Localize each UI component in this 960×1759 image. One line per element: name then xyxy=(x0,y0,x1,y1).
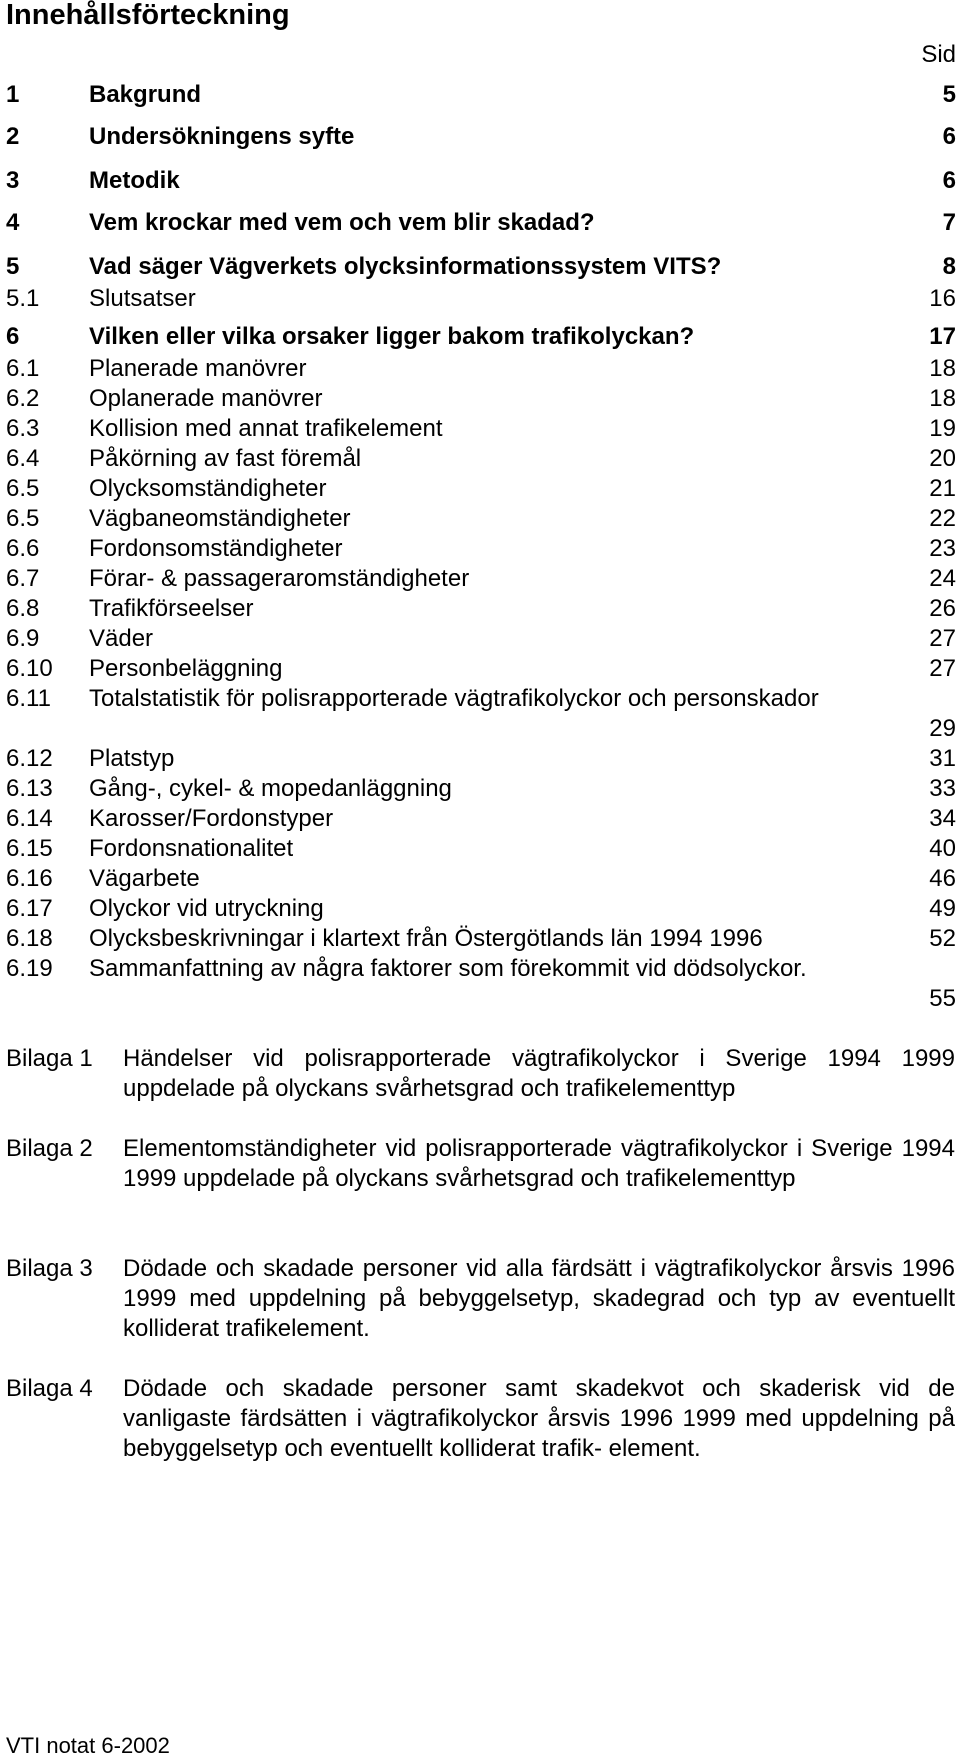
appendix-description: Elementomständigheter vid polisrapporterade vägtrafikolyckor i Sverige 1994 1999 uppdelade på olyckans svårhetsgrad och trafikelementtyp xyxy=(123,1135,955,1192)
toc-entry-page: 23 xyxy=(929,535,956,562)
toc-entry-title: Kollision med annat trafikelement xyxy=(89,415,443,442)
toc-entry-number: 6.5 xyxy=(6,505,40,532)
toc-entry-title: Oplanerade manövrer xyxy=(89,385,323,412)
toc-entry-page: 18 xyxy=(929,385,956,412)
toc-entry[interactable] xyxy=(0,322,960,352)
toc-entry-number: 3 xyxy=(6,167,20,194)
toc-entry-page: 19 xyxy=(929,415,956,442)
toc-entry-number: 6 xyxy=(6,323,20,350)
toc-entry-title: Olycksomständigheter xyxy=(89,475,327,502)
toc-entry-title: Vägbaneomständigheter xyxy=(89,505,351,532)
toc-entry-number: 6.2 xyxy=(6,385,40,412)
toc-entry-number: 6.15 xyxy=(6,835,53,862)
toc-entry[interactable] xyxy=(0,864,960,894)
toc-entry-title: Väder xyxy=(89,625,154,652)
toc-entry[interactable] xyxy=(0,122,960,152)
toc-entry-number: 6.16 xyxy=(6,865,53,892)
toc-entry-page: 26 xyxy=(929,595,956,622)
toc-entry-number: 6.11 xyxy=(6,685,51,712)
toc-entry-page: 5 xyxy=(942,81,956,108)
toc-entry[interactable] xyxy=(0,80,960,110)
toc-entry[interactable] xyxy=(0,444,960,474)
toc-entry-page: 20 xyxy=(929,445,956,472)
toc-entry[interactable] xyxy=(0,594,960,624)
toc-entry-title: Fordonsomständigheter xyxy=(89,535,343,562)
toc-entry-page: 31 xyxy=(929,745,956,772)
toc-entry[interactable] xyxy=(0,654,960,684)
toc-entry-page: 27 xyxy=(929,655,956,682)
toc-entry-title: Personbeläggning xyxy=(89,655,283,682)
toc-entry-title: Planerade manövrer xyxy=(89,355,307,382)
footer-report-id: VTI notat 6-2002 xyxy=(6,1733,170,1758)
appendix-description: Dödade och skadade personer vid alla färdsätt i vägtrafikolyckor årsvis 1996 1999 med uppdelning på bebyggelsetyp, skadegrad och typ av eventuellt kolliderat trafikelement. xyxy=(123,1255,955,1342)
appendix-description: Händelser vid polisrapporterade vägtrafikolyckor i Sverige 1994 1999 uppdelade på olyckans svårhetsgrad och trafikelementtyp xyxy=(123,1045,955,1102)
appendix-description: Dödade och skadade personer samt skadekvot och skaderisk vid de vanligaste färdsätten i vägtrafikolyckor årsvis 1996 1999 med uppdelning på bebyggelsetyp och eventuellt kolliderat trafik- element. xyxy=(123,1375,955,1462)
toc-entry-number: 6.13 xyxy=(6,775,53,802)
toc-entry[interactable] xyxy=(0,894,960,924)
toc-entry-number: 6.4 xyxy=(6,445,40,472)
toc-entry[interactable] xyxy=(0,474,960,504)
toc-entry-title: Vilken eller vilka orsaker ligger bakom trafikolyckan? xyxy=(89,323,695,350)
toc-entry-number: 6.12 xyxy=(6,745,53,772)
toc-entry-page: 27 xyxy=(929,625,956,652)
toc-entry[interactable] xyxy=(0,624,960,654)
toc-entry[interactable] xyxy=(0,384,960,414)
toc-entry[interactable] xyxy=(0,252,960,282)
toc-entry-title: Vägarbete xyxy=(89,865,200,892)
toc-entry[interactable] xyxy=(0,744,960,774)
toc-entry[interactable] xyxy=(0,834,960,864)
toc-entry-number: 6.19 xyxy=(6,955,53,982)
toc-entry-number: 2 xyxy=(6,123,20,150)
toc-entry[interactable] xyxy=(0,924,960,954)
toc-entry-number: 1 xyxy=(6,81,20,108)
toc-entry-number: 4 xyxy=(6,209,20,236)
toc-entry-number: 6.5 xyxy=(6,475,40,502)
toc-entry-title: Platstyp xyxy=(89,745,175,772)
toc-entry[interactable] xyxy=(0,774,960,804)
toc-entry-title: Karosser/Fordonstyper xyxy=(89,805,334,832)
toc-entry-number: 6.6 xyxy=(6,535,40,562)
toc-entry-number: 6.3 xyxy=(6,415,40,442)
toc-entry-page: 6 xyxy=(942,123,956,150)
toc-entry-page: 55 xyxy=(929,985,956,1012)
toc-entry-title: Påkörning av fast föremål xyxy=(89,445,362,472)
toc-entry[interactable] xyxy=(0,354,960,384)
toc-entry-page: 24 xyxy=(929,565,956,592)
toc-entry-page: 7 xyxy=(942,209,956,236)
toc-entry-title: Vem krockar med vem och vem blir skadad? xyxy=(89,209,595,236)
toc-entry-page: 8 xyxy=(942,253,956,280)
page-column-header: Sid xyxy=(921,41,956,68)
appendix-label: Bilaga 4 xyxy=(6,1375,93,1402)
toc-entry[interactable] xyxy=(0,564,960,594)
toc-entry-title: Totalstatistik för polisrapporterade vägtrafikolyckor och personskador xyxy=(89,685,819,712)
toc-entry-page: 33 xyxy=(929,775,956,802)
toc-entry-number: 5.1 xyxy=(6,285,40,312)
appendix-label: Bilaga 1 xyxy=(6,1045,93,1072)
toc-entry-page: 22 xyxy=(929,505,956,532)
toc-entry[interactable] xyxy=(0,534,960,564)
toc-entry-title: Trafikförseelser xyxy=(89,595,254,622)
toc-entry-number: 6.8 xyxy=(6,595,40,622)
toc-entry-number: 6.1 xyxy=(6,355,40,382)
toc-entry-page: 6 xyxy=(942,167,956,194)
toc-entry-number: 6.17 xyxy=(6,895,53,922)
toc-entry[interactable] xyxy=(0,208,960,238)
toc-entry[interactable] xyxy=(0,414,960,444)
toc-entry-page: 52 xyxy=(929,925,956,952)
toc-entry-title: Fordonsnationalitet xyxy=(89,835,294,862)
toc-entry[interactable] xyxy=(0,284,960,314)
toc-entry-title: Slutsatser xyxy=(89,285,196,312)
toc-entry-title: Bakgrund xyxy=(89,81,202,108)
toc-entry-page: 21 xyxy=(929,475,956,502)
toc-entry[interactable] xyxy=(0,684,960,742)
toc-entry-page: 49 xyxy=(929,895,956,922)
toc-entry-number: 6.7 xyxy=(6,565,40,592)
toc-entry-number: 6.18 xyxy=(6,925,53,952)
toc-entry-page: 29 xyxy=(929,715,956,742)
toc-entry[interactable] xyxy=(0,166,960,196)
toc-entry-title: Metodik xyxy=(89,167,180,194)
toc-entry[interactable] xyxy=(0,954,960,1012)
toc-entry-number: 5 xyxy=(6,253,20,280)
toc-entry-title: Förar- & passageraromständigheter xyxy=(89,565,470,592)
toc-entry-title: Undersökningens syfte xyxy=(89,123,355,150)
toc-entry[interactable] xyxy=(0,804,960,834)
toc-entry-title: Sammanfattning av några faktorer som förekommit vid dödsolyckor. xyxy=(89,955,807,982)
toc-entry-page: 46 xyxy=(929,865,956,892)
toc-entry-title: Olyckor vid utryckning xyxy=(89,895,324,922)
toc-entry-page: 16 xyxy=(929,285,956,312)
toc-entry-number: 6.14 xyxy=(6,805,53,832)
toc-entry-page: 18 xyxy=(929,355,956,382)
appendix-label: Bilaga 2 xyxy=(6,1135,93,1162)
toc-entry-page: 34 xyxy=(929,805,956,832)
toc-entry-title: Olycksbeskrivningar i klartext från Östergötlands län 1994 1996 xyxy=(89,925,763,952)
toc-entry-number: 6.9 xyxy=(6,625,40,652)
toc-entry-title: Vad säger Vägverkets olycksinformationssystem VITS? xyxy=(89,253,722,280)
toc-entry-page: 17 xyxy=(929,323,956,350)
page-title: Innehållsförteckning xyxy=(6,0,290,31)
toc-entry-number: 6.10 xyxy=(6,655,53,682)
toc-entry-title: Gång-, cykel- & mopedanläggning xyxy=(89,775,452,802)
toc-entry-page: 40 xyxy=(929,835,956,862)
toc-entry[interactable] xyxy=(0,504,960,534)
appendix-label: Bilaga 3 xyxy=(6,1255,93,1282)
